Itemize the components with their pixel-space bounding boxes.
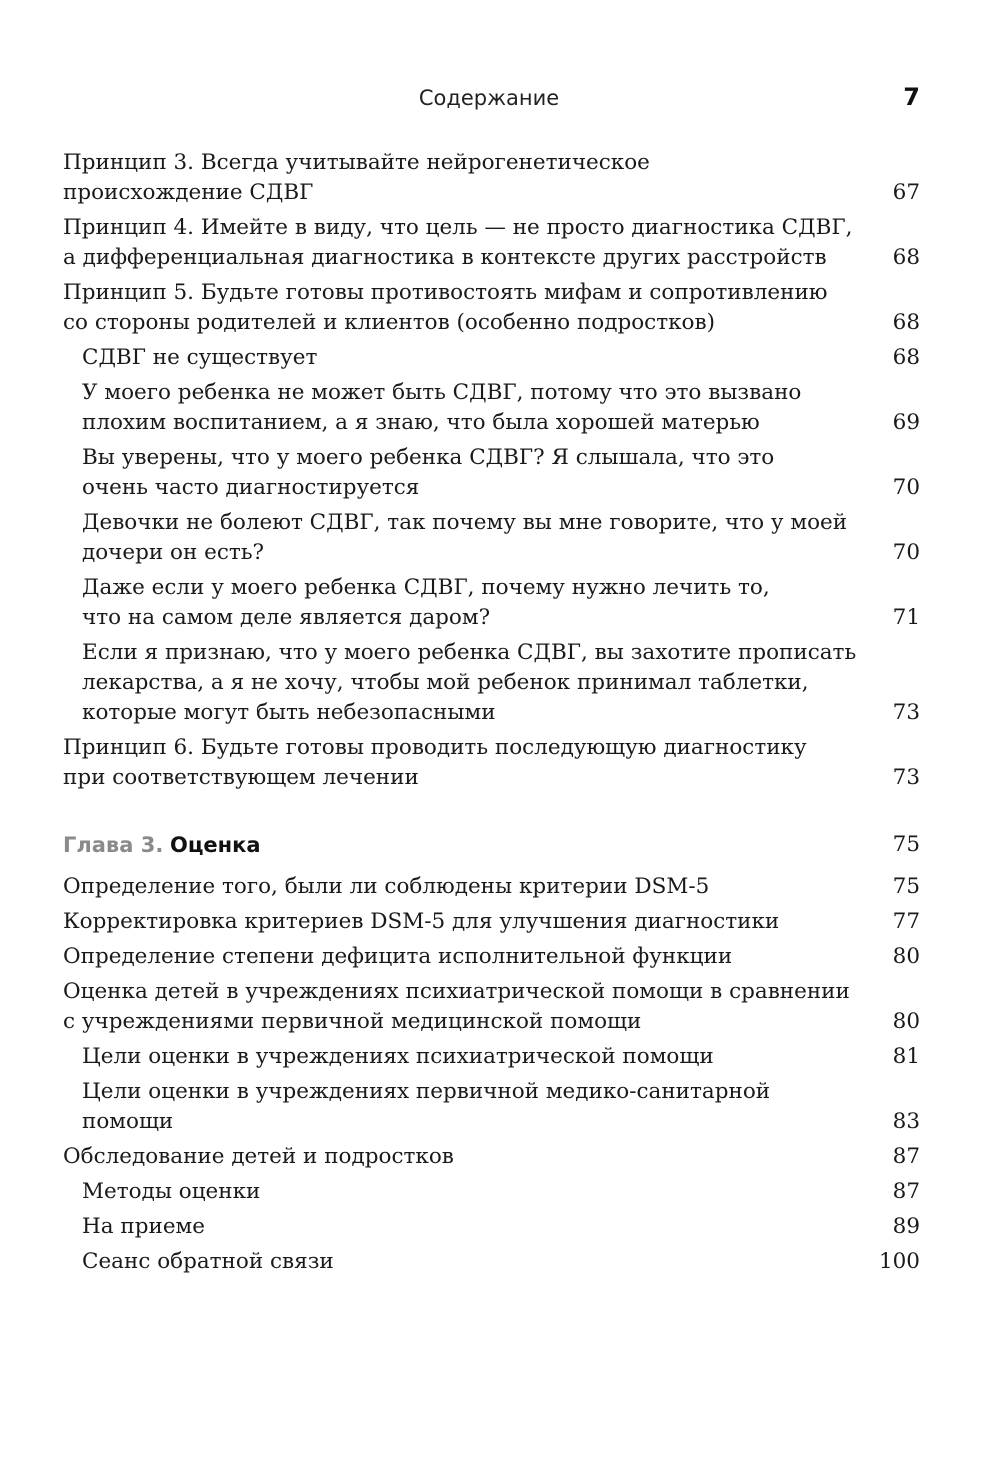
toc-entry-text: [82, 1177, 860, 1207]
toc-line: Даже если у моего ребенка СДВГ, почему нужно лечить то,: [82, 575, 770, 600]
toc-line: лекарства, а я не хочу, чтобы мой ребенок принимал таблетки,: [82, 670, 809, 695]
toc-entry-text: [82, 1247, 860, 1277]
toc-line: происхождение СДВГ: [63, 180, 314, 205]
toc-line: плохим воспитанием, а я знаю, что была хорошей матерью: [82, 410, 760, 435]
toc-entry-principle-3: [63, 148, 920, 208]
toc-line: Вы уверены, что у моего ребенка СДВГ? Я слышала, что это: [82, 445, 775, 470]
toc-page-number: 67: [892, 180, 920, 205]
toc-line: Если я признаю, что у моего ребенка СДВГ, вы захотите прописать: [82, 640, 857, 665]
toc-page-number: 68: [892, 345, 920, 370]
toc-page-number: 77: [892, 909, 920, 934]
toc-line: Принцип 6. Будьте готовы проводить последующую диагностику: [63, 735, 807, 760]
toc-subentry-psychiatric-goals: [82, 1042, 920, 1072]
toc-entry-text: [63, 872, 860, 902]
toc-line: дочери он есть?: [82, 540, 265, 565]
toc-page-number: 83: [892, 1109, 920, 1134]
toc-page-number: 68: [892, 245, 920, 270]
toc-subentry-myth-3: [82, 443, 920, 503]
toc-line: Определение степени дефицита исполнительной функции: [63, 944, 733, 969]
toc-line: Сеанс обратной связи: [82, 1249, 334, 1274]
toc-page-number: 75: [892, 874, 920, 899]
toc-line: Девочки не болеют СДВГ, так почему вы мне говорите, что у моей: [82, 510, 848, 535]
chapter-label: Глава 3.: [63, 833, 164, 857]
toc-page-number: 69: [892, 410, 920, 435]
toc-entry-text: [63, 907, 860, 937]
toc-page-number: 70: [892, 540, 920, 565]
toc-page-number: 68: [892, 310, 920, 335]
toc-page-number: 71: [892, 605, 920, 630]
chapter-heading: [63, 830, 860, 860]
toc-entry-text: [82, 343, 860, 373]
toc-line: На приеме: [82, 1214, 205, 1239]
toc-entry-text: [82, 508, 860, 568]
toc-line: Определение того, были ли соблюдены критерии DSM-5: [63, 874, 710, 899]
toc-entry-text: [63, 213, 860, 273]
toc-line: при соответствующем лечении: [63, 765, 419, 790]
page-number: 7: [903, 83, 920, 111]
toc-entry-text: [63, 977, 860, 1037]
toc-subentry-myth-2: [82, 378, 920, 438]
toc-line: помощи: [82, 1109, 174, 1134]
toc-entry-dsm5-adjustment: [63, 907, 920, 937]
toc-page-number: 81: [892, 1044, 920, 1069]
toc-subentry-appointment: [82, 1212, 920, 1242]
chapter-name: Оценка: [169, 833, 261, 857]
toc-line: Обследование детей и подростков: [63, 1144, 454, 1169]
toc-entry-dsm5-criteria: [63, 872, 920, 902]
toc-entry-text: [82, 1042, 860, 1072]
toc-entry-text: [63, 148, 860, 208]
toc-subentry-primary-care-goals: [82, 1077, 920, 1137]
toc-line: Корректировка критериев DSM-5 для улучшения диагностики: [63, 909, 780, 934]
toc-page-number: 70: [892, 475, 920, 500]
toc-line: Принцип 5. Будьте готовы противостоять мифам и сопротивлению: [63, 280, 828, 305]
toc-page-number: 87: [892, 1179, 920, 1204]
toc-line: со стороны родителей и клиентов (особенно подростков): [63, 310, 715, 335]
toc-entry-text: [82, 378, 860, 438]
toc-subentry-myth-6: [82, 638, 920, 728]
toc-entry-examination: [63, 1142, 920, 1172]
toc-chapter-3: [63, 830, 920, 860]
toc-entry-principle-5: [63, 278, 920, 338]
toc-subentry-assessment-methods: [82, 1177, 920, 1207]
toc-subentry-myth-1: [82, 343, 920, 373]
toc-page-number: 80: [892, 944, 920, 969]
toc-entry-text: [63, 1142, 860, 1172]
toc-entry-text: [82, 1077, 860, 1137]
toc-entry-text: [63, 733, 860, 793]
toc-entry-principle-4: [63, 213, 920, 273]
toc-line: Цели оценки в учреждениях первичной медико-санитарной: [82, 1079, 771, 1104]
toc-page-number: 89: [892, 1214, 920, 1239]
toc-line: Принцип 4. Имейте в виду, что цель — не просто диагностика СДВГ,: [63, 215, 853, 240]
toc-subentry-myth-4: [82, 508, 920, 568]
toc-line: Цели оценки в учреждениях психиатрической помощи: [82, 1044, 714, 1069]
toc-page-number: 87: [892, 1144, 920, 1169]
toc-entry-principle-6: [63, 733, 920, 793]
toc-entry-text: [82, 1212, 860, 1242]
toc-subentry-feedback-session: [82, 1247, 920, 1277]
toc-page-number: 73: [892, 765, 920, 790]
toc-line: СДВГ не существует: [82, 345, 318, 370]
toc-entry-text: [63, 942, 860, 972]
toc-entry-executive-function: [63, 942, 920, 972]
toc-entry-text: [82, 573, 860, 633]
toc-page-number: 75: [892, 832, 920, 857]
toc-line: Оценка детей в учреждениях психиатрической помощи в сравнении: [63, 979, 850, 1004]
toc-line: У моего ребенка не может быть СДВГ, потому что это вызвано: [82, 380, 802, 405]
toc-line: а дифференциальная диагностика в контексте других расстройств: [63, 245, 827, 270]
toc-page-number: 80: [892, 1009, 920, 1034]
toc-subentry-myth-5: [82, 573, 920, 633]
toc-page-number: 100: [878, 1249, 920, 1274]
toc-entry-text: [82, 443, 860, 503]
toc-entry-text: [82, 638, 860, 728]
toc-line: очень часто диагностируется: [82, 475, 420, 500]
toc-line: Принцип 3. Всегда учитывайте нейрогенетическое: [63, 150, 650, 175]
toc-line: Методы оценки: [82, 1179, 261, 1204]
running-header-title: Содержание: [418, 86, 560, 110]
page-header: [0, 82, 1000, 116]
toc-line: которые могут быть небезопасными: [82, 700, 496, 725]
toc-line: что на самом деле является даром?: [82, 605, 491, 630]
toc-entry-text: [63, 278, 860, 338]
toc-page-number: 73: [892, 700, 920, 725]
toc-entry-settings-comparison: [63, 977, 920, 1037]
table-of-contents: [63, 148, 920, 1282]
toc-line: с учреждениями первичной медицинской помощи: [63, 1009, 642, 1034]
